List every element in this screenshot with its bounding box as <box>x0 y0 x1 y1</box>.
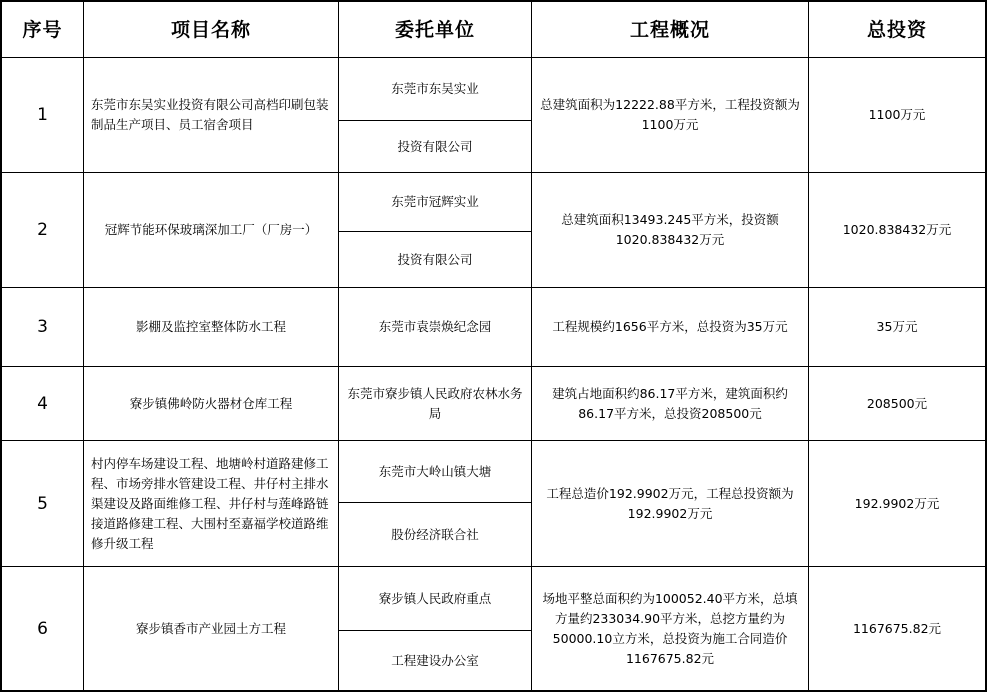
header-name: 项目名称 <box>170 18 251 41</box>
row-no: 3 <box>37 317 48 337</box>
project-name: 寮步镇佛岭防火器材仓库工程 <box>129 395 293 411</box>
project-name: 冠辉节能环保玻璃深加工厂（厂房一） <box>104 222 318 237</box>
investment: 1100万元 <box>868 107 926 122</box>
client-bottom: 投资有限公司 <box>397 251 473 267</box>
project-name: 寮步镇香市产业园土方工程 <box>135 620 286 636</box>
header-overview: 工程概况 <box>629 18 710 41</box>
overview: 总建筑面积13493.245平方米，投资额1020.838432万元 <box>561 212 779 247</box>
investment: 1167675.82元 <box>852 620 942 636</box>
row-no: 2 <box>37 220 48 240</box>
client-bottom: 股份经济联合社 <box>391 526 479 542</box>
overview: 总建筑面积为12222.88平方米，工程投资额为1100万元 <box>540 97 800 132</box>
header-investment: 总投资 <box>866 18 927 41</box>
client: 东莞市袁崇焕纪念园 <box>378 319 492 334</box>
investment: 1020.838432万元 <box>842 222 952 237</box>
client: 东莞市寮步镇人民政府农林水务局 <box>347 385 523 421</box>
client-top: 东莞市东吴实业 <box>391 81 479 96</box>
client-top: 东莞市冠辉实业 <box>391 194 479 209</box>
project-name: 村内停车场建设工程、地塘岭村道路建修工程、市场旁排水管建设工程、井仔村主排水渠建设及路面维修工程、井仔村与莲峰路链接道路修建工程、大围村至嘉福学校道路维修升级工程 <box>91 455 329 551</box>
client-bottom: 工程建设办公室 <box>391 652 479 668</box>
client-bottom: 投资有限公司 <box>397 138 473 154</box>
row-no: 4 <box>37 393 48 414</box>
row-no: 6 <box>37 618 48 639</box>
overview: 工程总造价192.9902万元，工程总投资额为192.9902万元 <box>546 485 794 521</box>
overview: 场地平整总面积约为100052.40平方米，总填方量约233034.90平方米，总挖方量约为50000.10立方米，总投资为施工合同造价1167675.82元 <box>542 590 798 666</box>
project-name: 影棚及监控室整体防水工程 <box>135 319 286 334</box>
client-top: 寮步镇人民政府重点 <box>378 590 492 606</box>
investment: 192.9902万元 <box>854 495 940 511</box>
overview: 工程规模约1656平方米，总投资为35万元 <box>552 319 788 334</box>
overview: 建筑占地面积约86.17平方米，建筑面积约86.17平方米，总投资208500元 <box>552 385 788 421</box>
investment: 208500元 <box>866 395 928 411</box>
header-client: 委托单位 <box>394 18 475 41</box>
row-no: 5 <box>37 493 48 514</box>
investment: 35万元 <box>876 319 918 334</box>
project-name: 东莞市东吴实业投资有限公司高档印刷包装制品生产项目、员工宿舍项目 <box>91 97 329 132</box>
header-no: 序号 <box>22 18 63 41</box>
client-top: 东莞市大岭山镇大塘 <box>378 463 492 479</box>
row-no: 1 <box>37 105 48 125</box>
